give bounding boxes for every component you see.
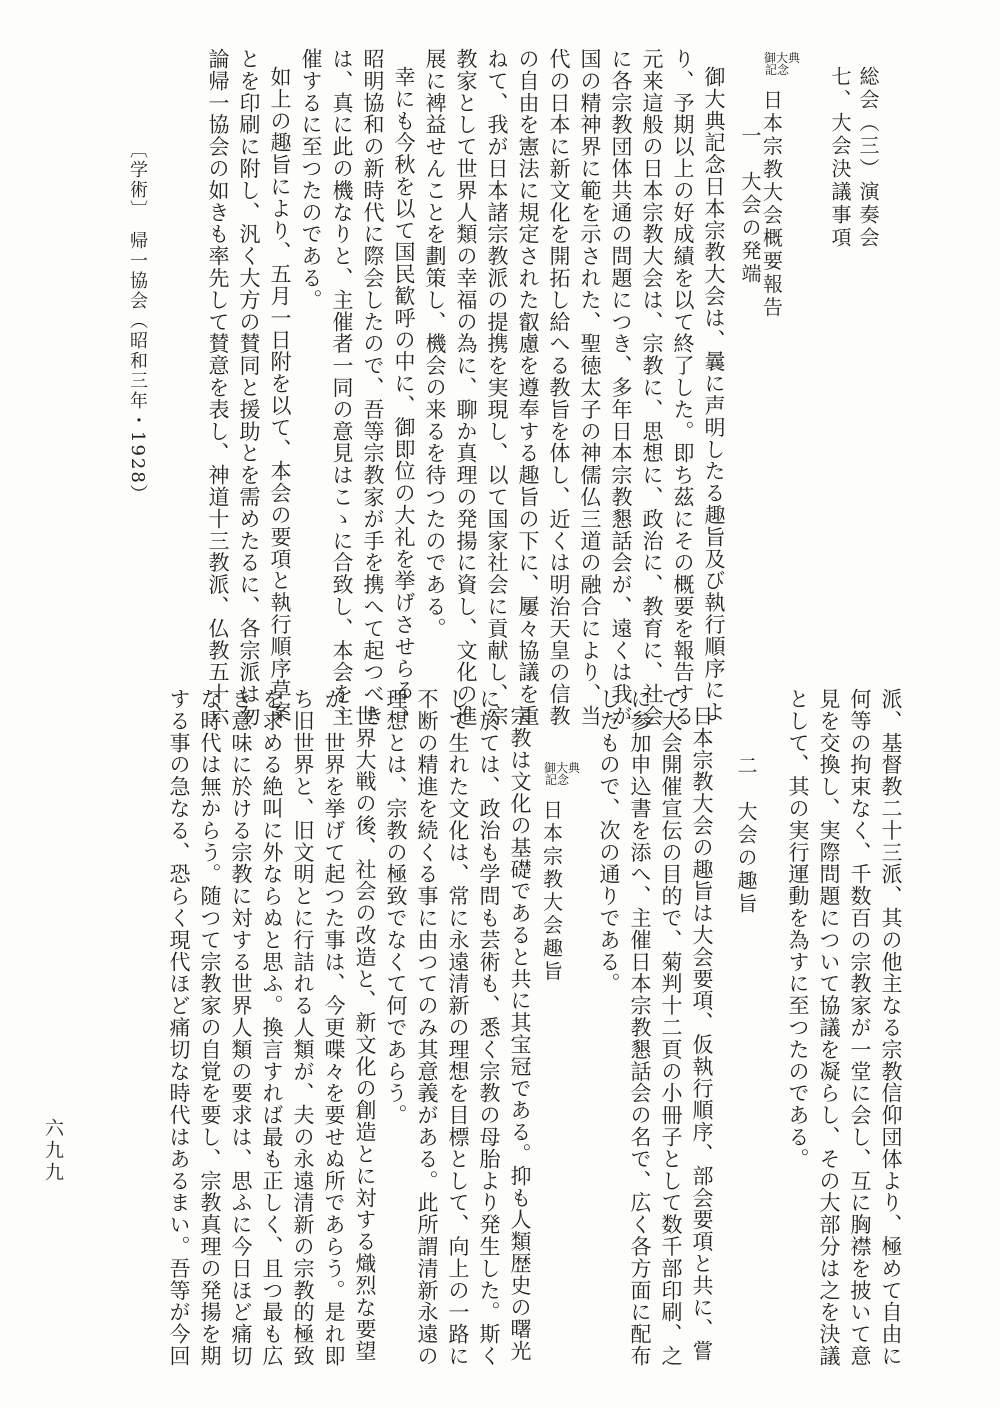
text-line: 教家として世界人類の幸福の為に、聊か真理の発揚に資し、文化の進 [454, 48, 478, 727]
text-line: ねて、我が日本諸宗教派の提携を実現し、以て国家社会に貢献し、宗 [485, 48, 509, 727]
text-line: する事の急なる、恐らく現代ほど痛切な時代はあるまい。吾等が今回 [167, 688, 191, 1367]
sub-heading-purpose: 二 大会の趣旨 [734, 755, 758, 916]
purpose-title-line [539, 760, 581, 1365]
text-line: とを印刷に附し、汎く大方の賛同と援助とを需めたるに、各宗派は勿 [237, 48, 261, 727]
text-line: 元来這般の日本宗教大会は、宗教に、思想に、政治に、教育に、社会 [640, 48, 664, 727]
text-line: 催するに至つたのである。 [299, 48, 323, 311]
text-line: き意味に於ける宗教に対する世界人類の要求は、思ふに今日ほど痛切 [229, 688, 253, 1367]
report-title-line [759, 50, 801, 650]
text-line: 如上の趣旨により、五月一日附を以て、本会の要項と執行順序草案 [268, 66, 292, 723]
text-line: して生れた文化は、常に永遠清新の理想を目標として、向上の一路に [446, 688, 470, 1367]
purpose-title: 日本宗教大会趣旨 [539, 799, 564, 984]
text-line: に各宗教団体共通の問題につき、多年日本宗教懇話会が、遠くは我が [609, 48, 633, 727]
text-line: したもので、次の通りである。 [597, 688, 621, 995]
text-line: 代の日本に新文化を開拓し給へる教旨を体し、近くは明治天皇の信教 [547, 48, 571, 727]
text-line: の自由を憲法に規定された叡慮を遵奉する趣旨の下に、屢々協議を重 [516, 48, 540, 727]
text-line: 不断の精進を続くる事に由つてのみ其意義がある。此所謂清新永遠の [415, 688, 439, 1367]
text-line: 幸にも今秋を以て国民歓呼の中に、御即位の大礼を挙げさせらるゝ [392, 66, 416, 723]
text-line: 昭明協和の新時代に際会したので、吾等宗教家が手を携へて起つべき [361, 48, 385, 727]
text-line: 日本宗教大会の趣旨は大会要項、仮執行順序、部会要項と共に、嘗 [690, 705, 714, 1362]
text-line: 見を交換し、実際問題について協議を凝らし、その大部分は之を決議 [817, 688, 841, 1367]
text-line: 国の精神界に範を示された、聖徳太子の神儒仏三道の融合により、当 [578, 48, 602, 727]
text-line: 論帰一協会の如きも率先して賛意を表し、神道十三教派、仏教五十六 [206, 48, 230, 727]
text-line: に参加申込書を添へ、主催日本宗教懇話会の名で、広く各方面に配布 [628, 688, 652, 1367]
text-line: ち旧世界と、旧文明とに行詰れる人類が、夫の永遠清新の宗教的極致 [291, 688, 315, 1367]
report-title: 日本宗教大会概要報告 [759, 89, 784, 320]
text-line: 御大典記念日本宗教大会は、曩に声明したる趣旨及び執行順序によ [702, 66, 726, 723]
text-line: 理想とは、宗教の極致でなくて何であらう。 [384, 688, 408, 1126]
text-line: として、其の実行運動を為すに至つたのである。 [786, 688, 810, 1170]
text-line: に於ては、政治も学問も芸術も、悉く宗教の母胎より発生した。斯く [477, 688, 501, 1367]
text-line: が、世界を挙げて起つた事は、今更喋々を要せぬ所であらう。是れ即 [322, 688, 346, 1367]
text-line: り、予期以上の好成績を以て終了した。即ち茲にその概要を報告する [671, 48, 695, 727]
text-line: 何等の拘束なく、千数百の宗教家が一堂に会し、互に胸襟を披いて意 [848, 688, 872, 1367]
text-line: は、真に此の機なりと、主催者一同の意見はこゝに合致し、本会を主 [330, 48, 354, 727]
text-line: な時代は無からう。随つて宗教家の自覚を要し、宗教真理の発揚を期 [198, 688, 222, 1367]
page-footer: 〔学術〕 帰一協会（昭和三年・1928） [127, 140, 148, 505]
section-heading: 七、大会決議事項 [828, 66, 852, 250]
section-label: 総会（三）演奏会 [856, 66, 880, 250]
text-line: 宗教は文化の基礎であると共に其宝冠である。抑も人類歴史の曙光 [508, 705, 532, 1362]
text-line: 派、基督教二十三派、其の他主なる宗教信仰団体より、極めて自由に [879, 688, 903, 1367]
page-number: 六九九 [42, 1118, 64, 1184]
report-title-ruby: 御大典 記念 [764, 51, 801, 77]
text-line: 展に裨益せんことを劃策し、機会の来るを待つたのである。 [423, 48, 447, 640]
purpose-title-ruby: 御大典 記念 [544, 761, 581, 787]
text-line: 世界大戦の後、社会の改造と、新文化の創造とに対する熾烈な要望 [353, 705, 377, 1362]
sub-heading-origin: 一 大会の発端 [738, 125, 762, 286]
text-line: て大会開催宣伝の目的で、菊判十二頁の小冊子として数千部印刷、之 [659, 688, 683, 1367]
text-line: を求める絶叫に外ならぬと思ふ。換言すれば最も正しく、且つ最も広 [260, 688, 284, 1367]
